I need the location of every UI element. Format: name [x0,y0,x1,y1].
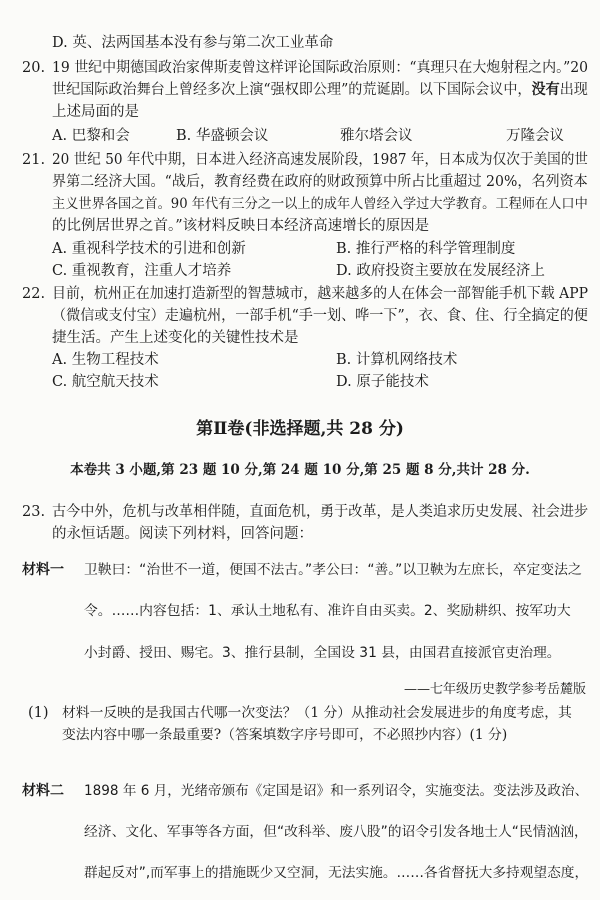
question-text-line: 的比例居世界之首。”该材料反映日本经济高速增长的原因是 [52,218,430,234]
question-number: 20. [22,60,46,76]
option-label: D. [336,374,352,390]
question-text-line: 捷生活。产生上述变化的关键性技术是 [52,330,299,346]
question-number: 22. [22,286,46,302]
material-text-line: 令。……内容包括：1、承认土地私有、准许自由买卖。2、奖励耕织、按军功大 [84,603,571,619]
option-text: 计算机网络技术 [355,352,458,368]
question-text-line: （微信或支付宝）走遍杭州，一部手机“手一划、哗一下”，衣、食、住、行全搞定的便 [52,308,588,324]
question-number: 23. [22,504,46,520]
option-d [336,372,429,392]
option-text: 重视科学技术的引进和创新 [71,241,246,257]
material-text-line: 卫鞅曰：“治世不一道，便国不法古。”孝公曰：“善。”以卫鞅为左庶长，卒定变法之 [84,562,582,578]
question-text-line: 19 世纪中期德国政治家俾斯麦曾这样评论国际政治原则：“真理只在大炮射程之内。”20 [52,60,588,76]
material-source: ——七年级历史教学参考岳麓版 [403,682,586,697]
option-label: A. [52,128,68,144]
option-text: 政府投资主要放在发展经济上 [356,263,545,279]
section-note: 本卷共 3 小题,第 23 题 10 分,第 24 题 10 分,第 25 题 8 分,共计 28 分. [70,462,530,478]
option-text: 英、法两国基本没有参与第二次工业革命 [72,35,334,51]
question-text-line [52,80,588,100]
option-label: B. [176,128,192,144]
question-text-line: 目前，杭州正在加速打造新型的智慧城市，越来越多的人在体会一部智能手机下载 APP [52,286,588,302]
option-text: 原子能技术 [356,374,429,390]
section-title: 第Ⅱ卷(非选择题,共 28 分) [196,419,404,439]
option-a [52,126,130,146]
option-b [176,126,268,146]
option-label: D. [52,35,68,51]
question-text-line: 20 世纪 50 年代中期，日本进入经济高速发展阶段，1987 年，日本成为仅次于美国的世 [52,152,588,168]
option-c [340,126,413,146]
sub-question-number: (1) [28,705,49,721]
material-text-line: 1898 年 6 月，光绪帝颁布《定国是诏》和一系列诏令，实施变法。变法涉及政治、 [84,783,589,799]
question-text-line: 古今中外，危机与改革相伴随，直面危机，勇于改革，是人类追求历史发展、社会进步 [52,504,589,520]
option-label: B. [336,352,352,368]
option-text: 万隆会议 [506,128,564,144]
option-text: 航空航天技术 [71,374,159,390]
material-text-line: 小封爵、授田、赐宅。3、推行县制，全国设 31 县，由国君直接派官吏治理。 [84,645,561,661]
option-text: 生物工程技术 [71,352,159,368]
option-label: A. [52,352,68,368]
sub-question-line: 材料一反映的是我国古代哪一次变法？（1 分）从推动社会发展进步的角度考虑，其 [62,705,572,721]
option-d [506,126,564,146]
material-text-line: 经济、文化、军事等各方面，但“改科举、废八股”的诏令引发各地士人“民情汹汹， [84,824,588,840]
option-b [336,239,515,259]
option-a [52,350,159,370]
material-label: 材料二 [22,783,64,799]
line-tail: 出现 [559,82,588,98]
option-text: 华盛顿会议 [195,128,269,144]
question-text-line: 上述局面的是 [52,104,139,120]
option-text: 巴黎和会 [71,128,130,144]
option-d [336,261,545,281]
line-text: 世纪国际政治舞台上曾经多次上演“强权即公理”的荒诞剧。以下国际会议中， [52,82,532,98]
question-text-line: 的永恒话题。阅读下列材料，回答问题： [52,526,313,542]
option-text: 雅尔塔会议 [340,128,413,144]
option-label: A. [52,241,68,257]
material-label: 材料一 [22,562,64,578]
option-label: C. [52,374,68,390]
option-label: B. [336,241,352,257]
option-b [336,350,457,370]
option-text: 重视教育，注重人才培养 [71,263,232,279]
q19-option-d [52,33,333,53]
question-text-line: 界第二经济大国。“战后，教育经费在政府的财政预算中所占比重超过 20%，名列资本 [52,174,588,190]
option-label: C. [52,263,68,279]
option-c [52,261,231,281]
sub-question-line: 变法内容中哪一条最重要?（答案填数字序号即可，不必照抄内容）(1 分) [62,727,508,743]
option-label: D. [336,263,352,279]
question-number: 21. [22,152,46,168]
option-c [52,372,159,392]
option-text: 推行严格的科学管理制度 [355,241,516,257]
material-text-line: 群起反对”,而军事上的措施既少又空洞，无法实施。……各省督抚大多持观望态度， [84,865,589,881]
emphasis-text: 没有 [531,81,560,98]
question-text-line: 主义世界各国之首。90 年代有三分之一以上的成年人曾经入学过大学教育。工程师在人口中 [52,196,588,212]
option-a [52,239,246,259]
